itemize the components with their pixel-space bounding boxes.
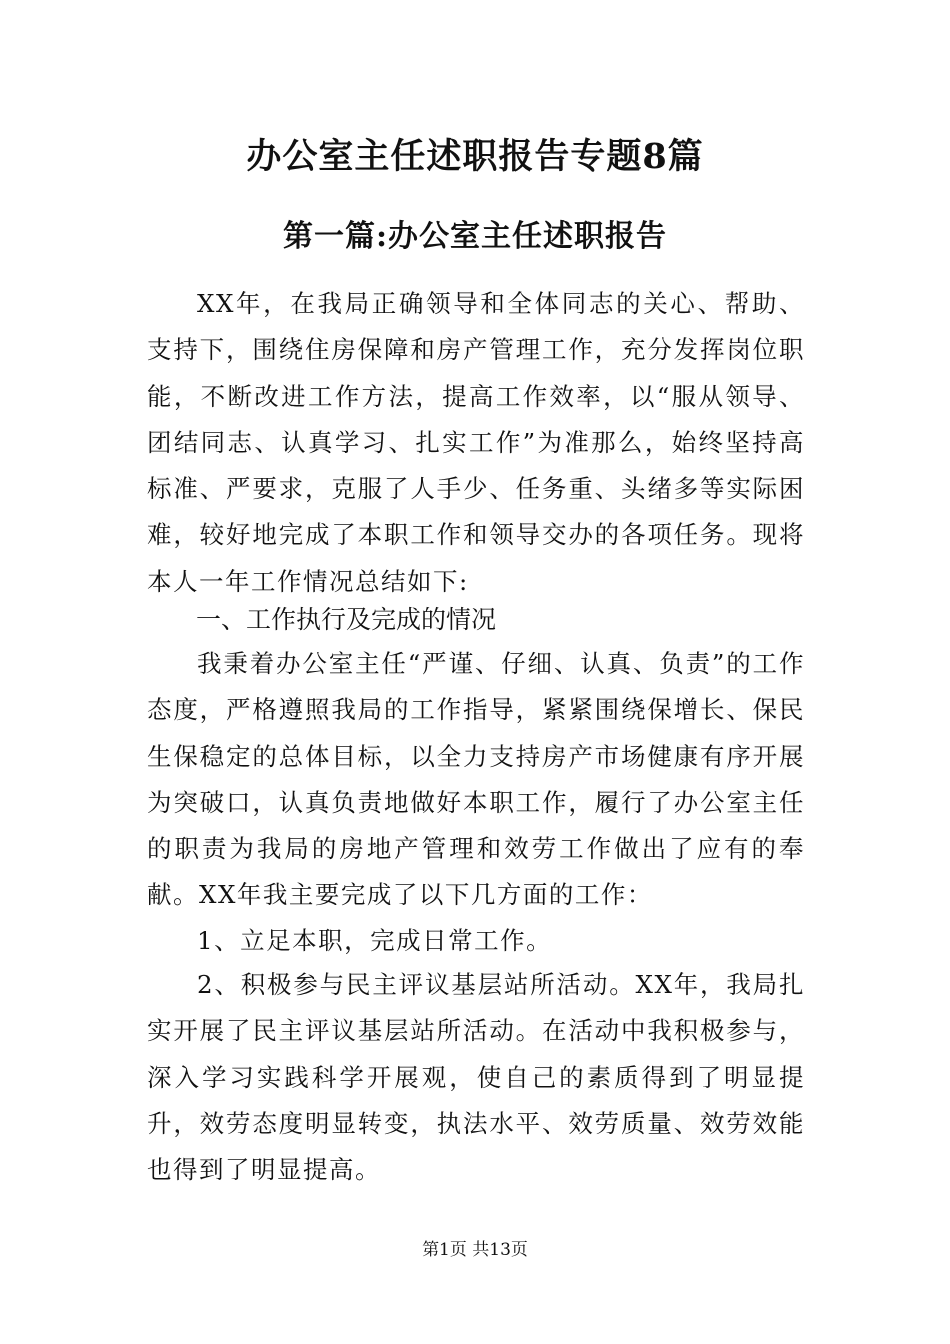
paragraph-item-2: 2、积极参与民主评议基层站所活动。XX年，我局扎实开展了民主评议基层站所活动。在活动中我积极参与，深入学习实践科学开展观，使自己的素质得到了明显提升，效劳态度明显转变，执法水平、效劳质量、效劳效能也得到了明显提高。 <box>147 970 805 1185</box>
paragraph-item-1: 1、立足本职，完成日常工作。 <box>197 926 553 955</box>
page-footer: 第1页 共13页 <box>422 1240 528 1260</box>
paragraph-intro: XX年，在我局正确领导和全体同志的关心、帮助、支持下，围绕住房保障和房产管理工作，充分发挥岗位职能，不断改进工作方法，提高工作效率，以“服从领导、团结同志、认真学习、扎实工作”为准那么，始终坚持高标准、严要求，克服了人手少、任务重、头绪多等实际困难，较好地完成了本职工作和领导交办的各项任务。现将本人一年工作情况总结如下: <box>147 289 805 596</box>
document-title: 办公室主任述职报告专题8篇 <box>246 136 704 177</box>
section-title: 第一篇:办公室主任述职报告 <box>282 219 668 254</box>
subheading-work-execution: 一、工作执行及完成的情况 <box>196 605 497 634</box>
paragraph-work-attitude: 我秉着办公室主任“严谨、仔细、认真、负责”的工作态度，严格遵照我局的工作指导，紧紧围绕保增长、保民生保稳定的总体目标，以全力支持房产市场健康有序开展为突破口，认真负责地做好本职工作，履行了办公室主任的职责为我局的房地产管理和效劳工作做出了应有的奉献。XX年我主要完成了以下几方面的工作： <box>147 649 805 910</box>
